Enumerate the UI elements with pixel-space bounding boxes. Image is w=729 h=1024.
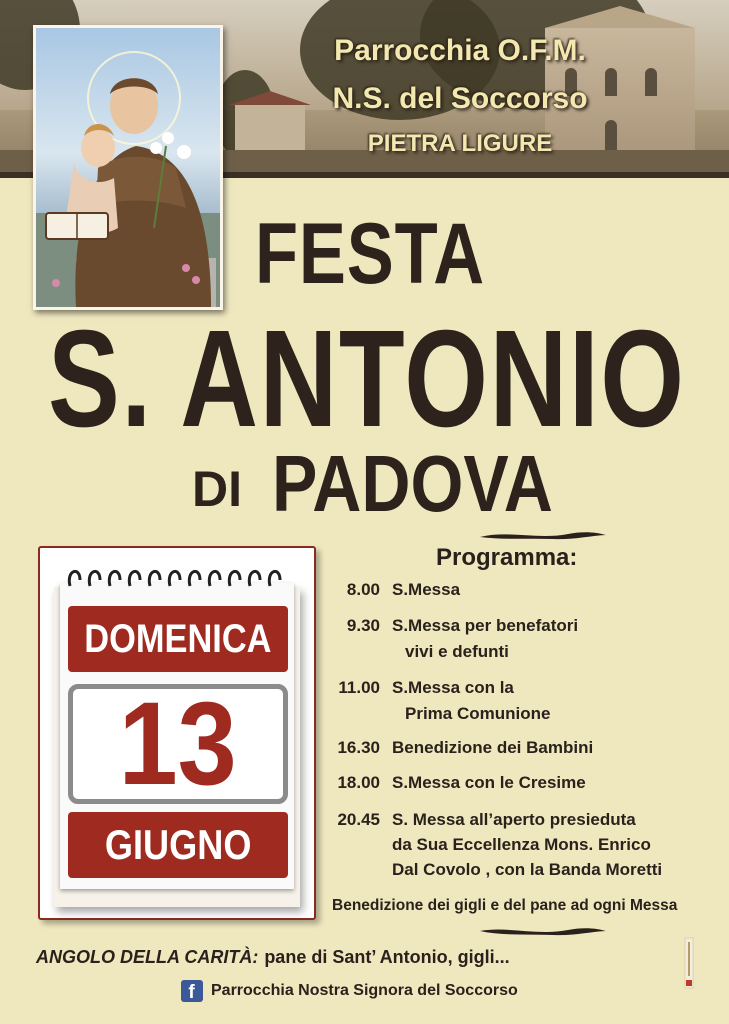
program-time: 18.00 [337, 773, 380, 792]
program-description-cont: da Sua Eccellenza Mons. Enrico [392, 835, 651, 854]
facebook-page-name[interactable]: Parrocchia Nostra Signora del Soccorso [211, 982, 518, 999]
program-description: S.Messa con la [392, 678, 514, 697]
charity-text: pane di Sant’ Antonio, gigli... [264, 947, 510, 967]
program-description: S.Messa per benefatori [392, 616, 579, 635]
program-time: 11.00 [338, 678, 380, 697]
program-time: 9.30 [346, 616, 380, 635]
calendar-rings [62, 560, 294, 594]
programma-title: Programma: [436, 544, 578, 571]
saint-illustration [36, 28, 220, 307]
program-description-cont: Prima Comunione [405, 704, 551, 723]
program-description-cont: Dal Covolo , con la Banda Moretti [392, 860, 663, 879]
church-window [645, 68, 657, 96]
saint-di-text: DI [192, 461, 242, 517]
charity-line [36, 947, 510, 968]
saint-padova-heading: PADOVA [272, 439, 553, 528]
charity-label: ANGOLO DELLA CARITÀ: [36, 947, 259, 967]
facebook-link[interactable] [181, 980, 518, 1002]
program-description: Benedizione dei Bambini [392, 738, 594, 757]
parish-location: PIETRA LIGURE [367, 130, 553, 157]
program-time: 16.30 [337, 738, 380, 757]
program-time: 8.00 [346, 580, 380, 599]
program-description: S. Messa all’aperto presieduta [392, 810, 636, 829]
blessing-note: Benedizione dei gigli e del pane ad ogni Messa [332, 897, 678, 914]
program-description: S.Messa [392, 580, 461, 599]
calendar-month: GIUGNO [68, 812, 288, 878]
printer-logo-icon [683, 936, 695, 990]
program-description: S.Messa con le Cresime [392, 773, 586, 792]
saint-anthony-image [33, 25, 223, 310]
calendar-weekday: DOMENICA [68, 606, 288, 672]
calendar-date-box [68, 678, 288, 810]
flourish-divider [478, 528, 608, 542]
program-description-cont: vivi e defunti [405, 642, 509, 661]
facebook-icon[interactable]: f [181, 980, 203, 1002]
calendar-date-number: 13 [118, 678, 238, 810]
parish-name-line2: N.S. del Soccorso [332, 82, 588, 115]
saint-name-heading: S. ANTONIO [48, 302, 686, 456]
program-time: 20.45 [337, 810, 380, 829]
festa-heading: FESTA [255, 206, 486, 302]
parish-name-line1: Parrocchia O.F.M. [334, 34, 586, 67]
flourish-divider [478, 924, 608, 938]
